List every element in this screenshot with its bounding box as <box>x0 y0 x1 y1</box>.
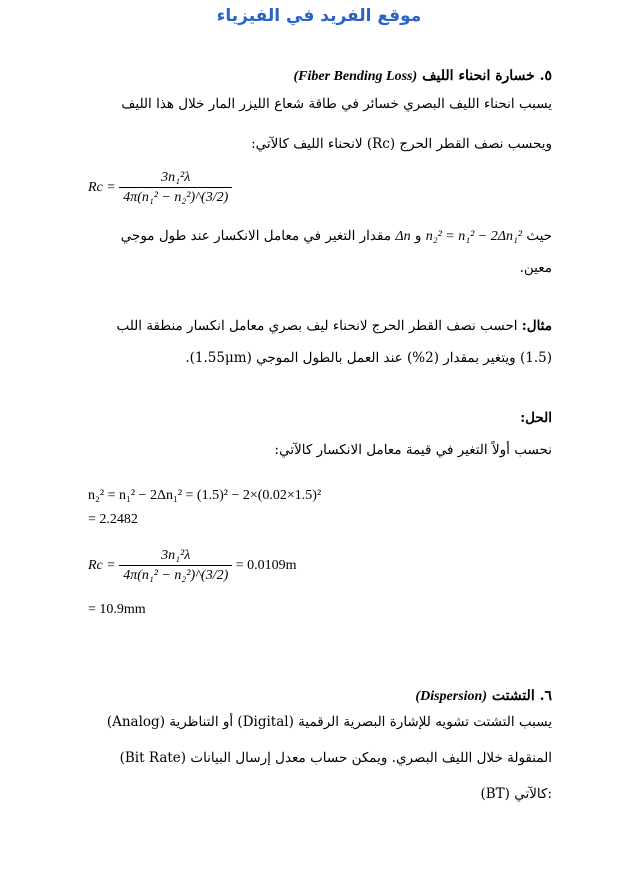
section5-paragraph-1: يسبب انحناء الليف البصري خسائر في طاقة شعاع الليزر المار خلال هذا الليف <box>121 96 552 112</box>
section5-paragraph-2: ويحسب نصف القطر الحرج (Rc) لانحناء الليف كالآتي: <box>251 136 552 152</box>
solution-label: الحل: <box>520 410 552 426</box>
example-label: مثال: <box>521 318 552 334</box>
solution-eq-2: = 2.2482 <box>88 512 138 527</box>
site-title: موقع الفريد في الفيزياء <box>216 6 422 26</box>
section6-title-ar: التشتت <box>491 688 535 704</box>
eq3-result: = 0.0109m <box>235 558 297 573</box>
section6-paragraph-1: يسبب التشتت تشويه للإشارة البصرية الرقمية (Digital) أو التناظرية (Analog) <box>106 714 552 730</box>
formula-lhs: Rc = <box>88 180 116 195</box>
eq3-lhs: Rc = <box>88 558 116 573</box>
where-line-end: معين. <box>519 260 552 276</box>
section5-number: ٥. <box>539 68 552 84</box>
critical-radius-formula <box>88 170 232 206</box>
solution-eq-1: n₂² = n₁² − 2Δn₁² = (1.5)² − 2×(0.02×1.5)² <box>88 488 322 503</box>
example-line-2: (1.5) ويتغير بمقدار (2%) عند العمل بالطول الموجي (1.55μm). <box>185 350 552 366</box>
section6-paragraph-2: المنقولة خلال الليف البصري. ويمكن حساب معدل إرسال البيانات (Bit Rate) <box>119 750 552 766</box>
solution-eq-4: = 10.9mm <box>88 602 146 617</box>
section6-title-en: (Dispersion) <box>415 689 487 704</box>
formula-numerator: 3n₁²λ <box>119 170 232 188</box>
eq3-numerator: 3n₁²λ <box>119 548 232 566</box>
section6-heading <box>72 688 552 705</box>
where-description: مقدار التغير في معامل الانكسار عند طول موجي <box>120 228 392 244</box>
and-label: و <box>414 228 422 244</box>
eq3-denominator: 4π(n₁² − n₂²)^(3/2) <box>123 568 229 583</box>
where-line <box>72 222 552 251</box>
section5-title-en: (Fiber Bending Loss) <box>293 69 418 84</box>
formula-denominator: 4π(n₁² − n₂²)^(3/2) <box>123 190 229 205</box>
example-text-1: احسب نصف القطر الحرج لانحناء ليف بصري معامل انكسار منطقة اللب <box>116 318 518 334</box>
section6-paragraph-3: (BT) كالآتي: <box>480 786 552 802</box>
where-formula: n₂² = n₁² − 2Δn₁² <box>425 229 523 244</box>
section6-number: ٦. <box>539 688 552 704</box>
solution-eq-3 <box>88 548 297 584</box>
where-label: حيث <box>526 228 552 244</box>
delta-n-symbol: Δn <box>395 229 411 244</box>
solution-text: نحسب أولاً التغير في قيمة معامل الانكسار كالآتي: <box>274 442 552 458</box>
section5-heading <box>72 68 552 85</box>
section5-title-ar: خسارة انحناء الليف <box>422 68 535 84</box>
example-line-1 <box>72 312 552 340</box>
